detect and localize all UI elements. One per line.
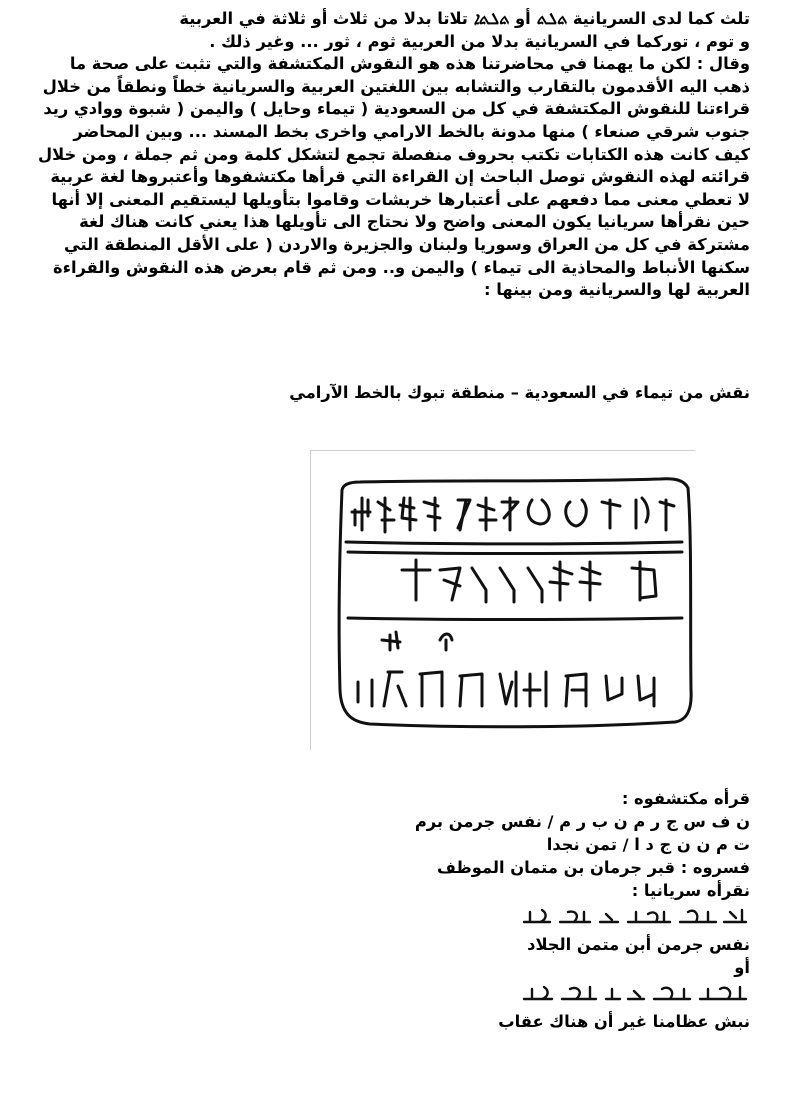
syriac-reading-label: نقرأه سريانيا : (631, 881, 750, 900)
text-fragment: تلث كما لدى السريانية (572, 9, 750, 28)
text-line: و توم ، توركما في السريانية بدلا من العربية ثوم ، ثور ... وغير ذلك . (209, 31, 750, 51)
text-line: جنوب شرقي صنعاء ) منها مدونة بالخط الارامي واخرى بخط المسند ... وبين المحاضر (73, 121, 750, 141)
or-word: أو (734, 958, 750, 977)
text-line: سكنها الأنباط والمحاذية الى تيماء ) واليمن و.. ومن ثم قام بعرض هذه النقوش والقراءة (53, 257, 750, 277)
text-line: حين نقرأها سريانيا يكون المعنى واضح ولا نحتاج الى تأويلها هذا يعني كانت هناك لغة (79, 212, 750, 232)
text-line: ذهب اليه الأقدمون بالتقارب والتشابه بين اللغتين العربية والسريانية خطاً ونطقاً من خلال (42, 76, 750, 96)
reading-section (415, 787, 750, 1033)
text-line: وقال : لكن ما يهمنا في محاضرتنا هذه هو النقوش المكتشفة والتي تثبت على صحة ما (69, 54, 750, 74)
text-line: لا تعطي معنى مما دفعهم على أعتبارها خربشات وقاموا بتأويلها ليستقيم المعنى إلا أنها (51, 189, 750, 209)
text-line: مشتركة في كل من العراق وسوريا ولبنان والجزيرة والاردن ( على الأقل المنطقة التي (63, 234, 750, 254)
text-fragment: أو (514, 9, 531, 28)
syriac-script-icon (520, 906, 750, 928)
inscription-drawing-icon (310, 450, 695, 750)
text-line (50, 8, 750, 31)
syriac-script-line-1 (415, 902, 750, 933)
letters-row-1: ن ف س ج ر م ن ب ر م / نفس جرمن برم (414, 812, 750, 831)
syriac-script-icon (520, 983, 750, 1005)
text-line: العربية لها والسريانية ومن بينها : (484, 280, 750, 300)
text-line: قراءتنا للنقوش المكتشفة في كل من السعودية ( تيماء وحايل ) واليمن ( شبوة ووادي ريد (43, 99, 750, 119)
inscription-figure (310, 450, 695, 750)
syriac-word: ܬܠܬ (536, 9, 568, 28)
text-fragment: تلاتا بدلا من ثلاث أو ثلاثة في العربية (179, 9, 468, 28)
letters-row-2: ت م ن ن ج د ا / تمن نجدا (546, 835, 750, 854)
syriac-reading-2-arabic: نبش عظامنا غير أن هناك عقاب (498, 1012, 750, 1031)
text-line: كيف كانت هذه الكتابات تكتب بحروف منفصلة تجمع لتشكل كلمة ومن ثم جملة ، ومن خلال (37, 144, 750, 164)
syriac-reading-1-arabic: نفس جرمن أبن متمن الجلاد (527, 935, 750, 954)
interpretation: فسروه : قبر جرمان بن متمان الموظف (437, 858, 750, 877)
discoverers-label: قرأه مكتشفوه : (621, 789, 750, 808)
text-line: قرائته لهذه النقوش توصل الباحث إن القراءة التي قرأها مكتشفوها وأعتبروها لغة عربية (50, 167, 750, 187)
body-paragraph (37, 8, 750, 302)
syriac-script-line-2 (415, 979, 750, 1010)
figure-caption: نقش من تيماء في السعودية – منطقة تبوك بالخط الآرامي (289, 383, 750, 402)
syriac-word: ܬܠܬܐ (473, 9, 510, 28)
